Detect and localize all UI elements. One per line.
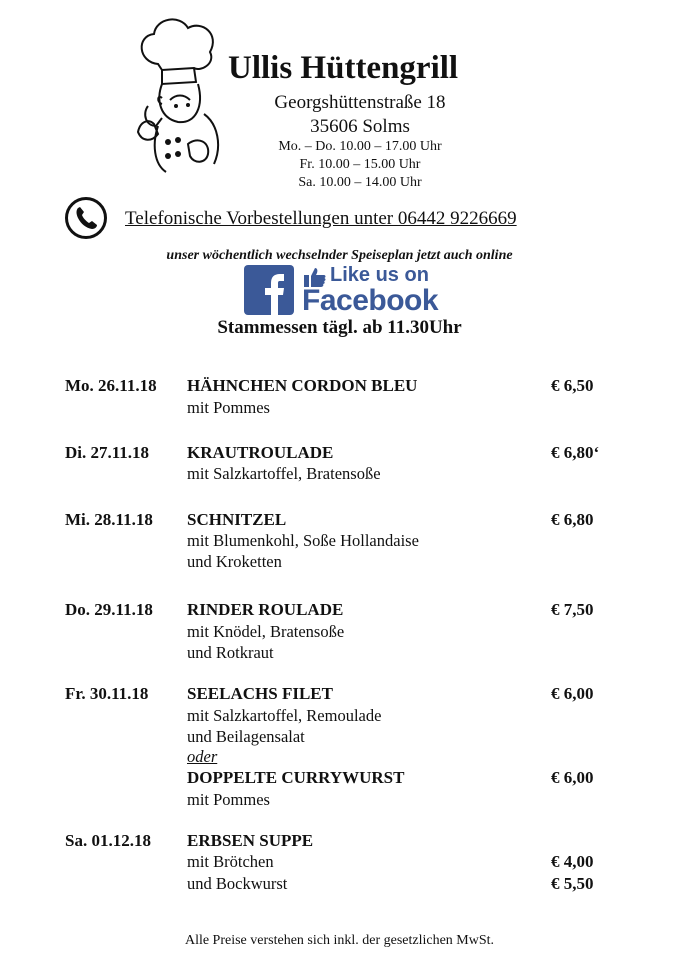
vat-footer-note: Alle Preise verstehen sich inkl. der gesetzlichen MwSt. [184, 933, 495, 948]
menu-side: mit Pommes [187, 398, 270, 417]
menu-or-label: oder [187, 747, 218, 766]
menu-price: € 6,80 [551, 510, 594, 529]
menu-side: mit Blumenkohl, Soße Hollandaise [187, 531, 419, 550]
menu-dish: SEELACHS FILET [187, 684, 333, 703]
menu-day: Fr. 30.11.18 [65, 684, 149, 703]
menu-day: Mi. 28.11.18 [65, 510, 153, 529]
facebook-like-label[interactable]: Like us on [330, 264, 429, 286]
menu-side: und Beilagensalat [187, 727, 305, 746]
opening-hours-line: Sa. 10.00 – 14.00 Uhr [298, 175, 422, 190]
menu-dish: ERBSEN SUPPE [187, 831, 314, 850]
facebook-icon[interactable] [244, 265, 294, 315]
menu-side: mit Pommes [187, 790, 270, 809]
menu-dish: HÄHNCHEN CORDON BLEU [187, 376, 418, 395]
restaurant-name: Ullis Hüttengrill [228, 50, 459, 86]
menu-price: € 6,80‘ [551, 443, 600, 462]
menu-dish: DOPPELTE CURRYWURST [187, 768, 405, 787]
menu-day: Di. 27.11.18 [65, 443, 150, 462]
menu-side: und Bockwurst [187, 874, 288, 893]
facebook-brand-label[interactable]: Facebook [302, 284, 439, 317]
opening-hours-line: Fr. 10.00 – 15.00 Uhr [299, 157, 421, 172]
menu-side: mit Knödel, Bratensoße [187, 622, 345, 641]
menu-side: und Rotkraut [187, 643, 274, 662]
menu-dish: RINDER ROULADE [187, 600, 344, 619]
city-address: 35606 Solms [310, 116, 410, 137]
menu-side: mit Brötchen [187, 852, 274, 871]
menu-price: € 6,50 [551, 376, 594, 395]
menu-dish: KRAUTROULADE [187, 443, 334, 462]
street-address: Georgshüttenstraße 18 [274, 92, 446, 113]
menu-price: € 7,50 [551, 600, 594, 619]
menu-price: € 4,00 [551, 852, 594, 871]
menu-price: € 6,00 [551, 684, 594, 703]
menu-side: mit Salzkartoffel, Bratensoße [187, 464, 381, 483]
menu-day: Mo. 26.11.18 [65, 376, 157, 395]
menu-dish: SCHNITZEL [187, 510, 287, 529]
phone-preorder-text[interactable]: Telefonische Vorbestellungen unter 06442 9226669 [125, 208, 517, 229]
phone-icon [64, 196, 108, 240]
menu-side: mit Salzkartoffel, Remoulade [187, 706, 382, 725]
menu-price: € 6,00 [551, 768, 594, 787]
weekly-menu-note: unser wöchentlich wechselnder Speiseplan jetzt auch online [166, 248, 513, 263]
opening-hours-line: Mo. – Do. 10.00 – 17.00 Uhr [278, 139, 442, 154]
menu-side: und Kroketten [187, 552, 282, 571]
menu-day: Sa. 01.12.18 [65, 831, 151, 850]
menu-day: Do. 29.11.18 [65, 600, 153, 619]
stammessen-heading: Stammessen tägl. ab 11.30Uhr [217, 317, 462, 338]
menu-price: € 5,50 [551, 874, 594, 893]
